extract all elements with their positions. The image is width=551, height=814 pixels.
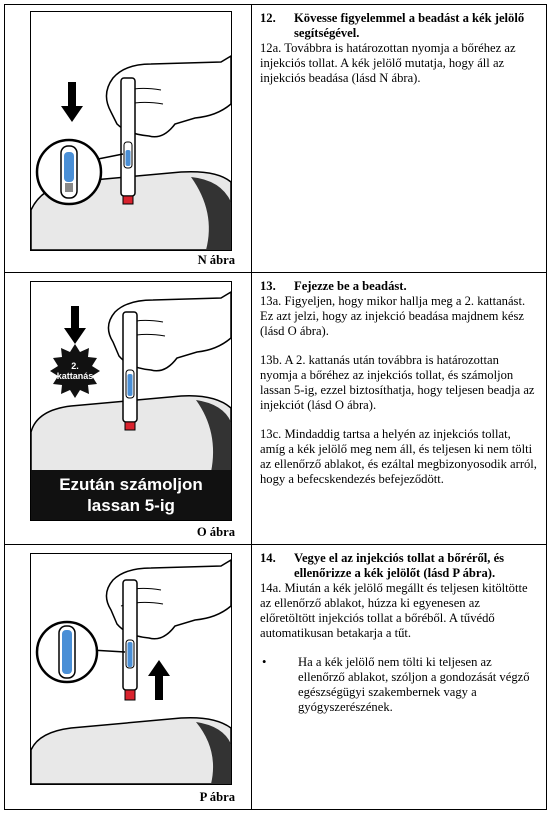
blue-indicator: [128, 642, 133, 667]
bullet-symbol: •: [262, 655, 267, 669]
instruction-table: [4, 4, 547, 810]
starburst-word: kattanás: [56, 371, 94, 381]
step-13-title: Fejezze be a beadást.: [294, 279, 407, 293]
step-13-heading: [260, 279, 538, 294]
step-12-title: Kövesse figyelemmel a beadást a kék jelölő segítségével.: [294, 11, 525, 40]
step-14-figure-cell: [5, 545, 252, 809]
down-arrow-icon: [64, 306, 86, 344]
figure-o-label: O ábra: [196, 525, 235, 539]
step-12-text-cell: [252, 5, 546, 272]
red-tip: [123, 196, 133, 204]
step-14-title: Vegye el az injekciós tollat a bőréről, és ellenőrizze a kék jelölőt (lásd P ábra).: [294, 551, 505, 580]
starburst-number: 2.: [71, 361, 79, 371]
banner-line-1: Ezután számoljon: [59, 475, 203, 494]
figure-n-svg: [31, 12, 231, 250]
step-14a-paragraph: 14a. Miután a kék jelölő megállt és teljesen kitöltötte az ellenőrző ablakot, húzza ki egyenesen az előretöltött injekciós tollat a bőréből. A tűvédő automatikusan betakarja a tűt.: [260, 581, 528, 640]
count-banner: [31, 470, 231, 520]
step-14-bullet-item: [260, 655, 538, 715]
click-starburst-icon: [50, 344, 100, 398]
red-tip: [125, 690, 135, 700]
bullet-text: Ha a kék jelölő nem tölti ki teljesen az ellenőrző ablakot, szóljon a gondozását végző egészségügyi szakembernek vagy a gyógyszerészének.: [298, 655, 530, 714]
blue-indicator: [126, 150, 131, 166]
step-13-text-cell: [252, 273, 546, 544]
injection-pen-body: [123, 580, 137, 690]
magnified-blue-indicator: [64, 152, 74, 182]
step-13-figure-cell: [5, 273, 252, 544]
blue-indicator: [128, 374, 133, 396]
up-arrow-icon: [148, 660, 170, 700]
injection-pen-body: [123, 312, 137, 422]
figure-n-label: N ábra: [197, 253, 235, 267]
step-14-row: [5, 545, 546, 809]
step-12-heading: [260, 11, 538, 41]
injection-pen-body: [121, 78, 135, 196]
step-14-text-cell: [252, 545, 546, 809]
step-12-row: [5, 5, 546, 273]
step-13-number: 13.: [260, 279, 276, 293]
step-12-number: 12.: [260, 11, 276, 25]
figure-p-svg: [31, 554, 231, 784]
step-13a-paragraph: 13a. Figyeljen, hogy mikor hallja meg a 2. kattanást. Ez azt jelzi, hogy az injekció beadása majdnem kész (lásd O ábra).: [260, 294, 526, 338]
figure-p-illustration: [30, 553, 232, 785]
magnified-blue-indicator: [62, 630, 72, 674]
red-tip: [125, 422, 135, 430]
step-13b-paragraph: 13b. A 2. kattanás után továbbra is határozottan nyomja a bőréhez az injekciós tollat, és számoljon lassan 5-ig, ezzel biztosíthatja, hogy teljesen beadja az injekciót (lásd O ábra).: [260, 353, 535, 412]
step-14-number: 14.: [260, 551, 276, 565]
figure-p-label: P ábra: [199, 790, 235, 804]
step-12a-paragraph: 12a. Továbbra is határozottan nyomja a bőréhez az injekciós tollat. A kék jelölő mutatja, hogy áll az injekciós beadása (lásd N ábra).: [260, 41, 516, 85]
step-13c-paragraph: 13c. Mindaddig tartsa a helyén az injekciós tollat, amíg a kék jelölő meg nem áll, és teljesen ki nem tölti az ellenőrző ablakot, és ezáltal megbizonyosodik arról, hogy a befecskendezés befejeződött.: [260, 427, 537, 486]
step-14-heading: [260, 551, 538, 581]
figure-o-svg: [31, 282, 231, 472]
down-arrow-icon: [61, 82, 83, 122]
step-13-row: [5, 273, 546, 545]
figure-o-illustration: [30, 281, 232, 521]
banner-line-2: lassan 5-ig: [87, 496, 175, 515]
figure-n-illustration: [30, 11, 232, 251]
step-12-figure-cell: [5, 5, 252, 272]
